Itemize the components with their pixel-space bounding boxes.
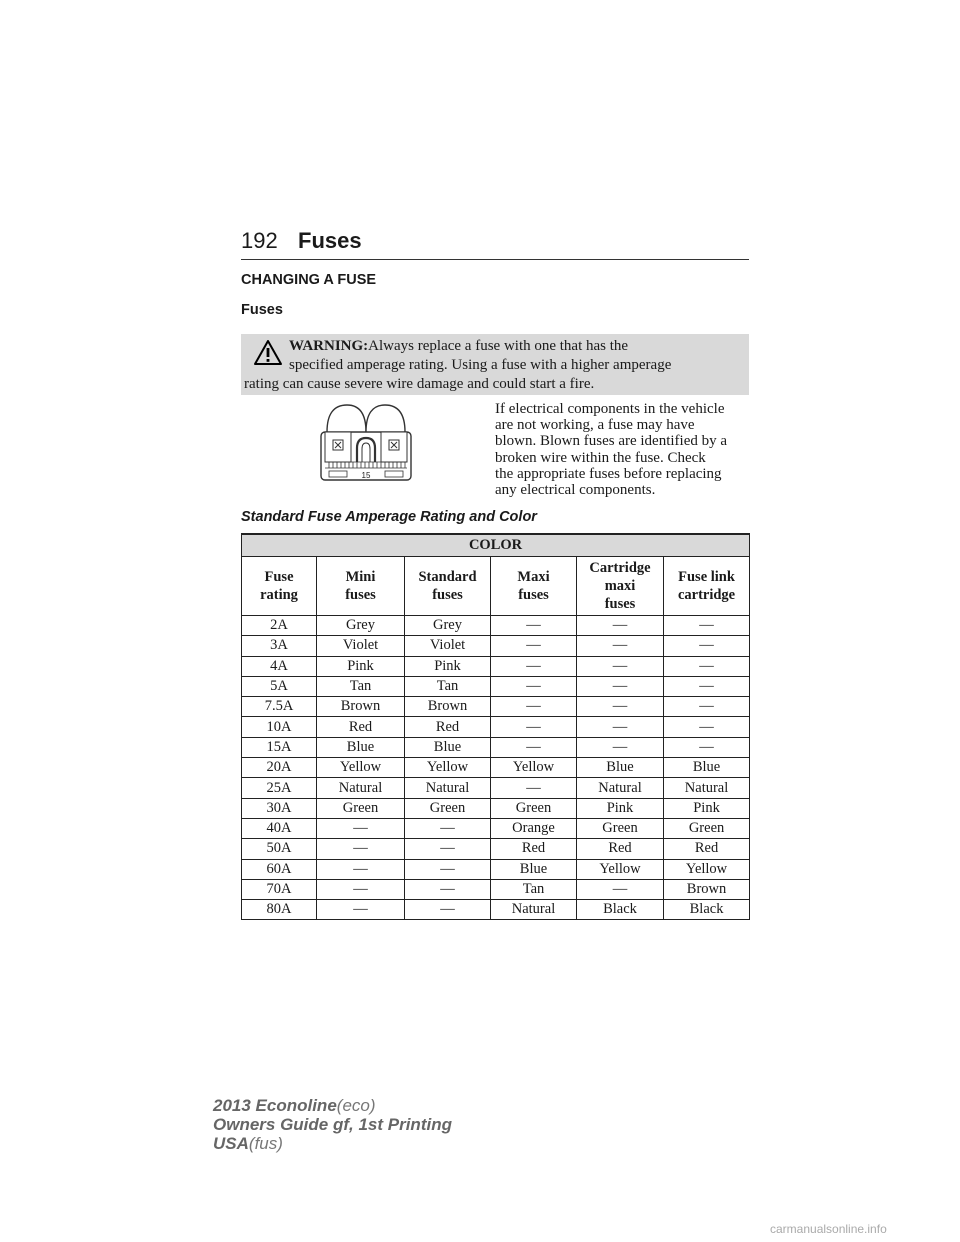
- footer-line-3: USA(fus): [213, 1134, 283, 1153]
- table-cell: 50A: [242, 839, 317, 859]
- table-cell: —: [664, 717, 750, 737]
- table-cell: —: [317, 839, 405, 859]
- table-cell: —: [405, 839, 491, 859]
- footer-line-2: Owners Guide gf, 1st Printing: [213, 1115, 452, 1134]
- table-cell: —: [491, 717, 577, 737]
- heading-changing-a-fuse: CHANGING A FUSE: [241, 272, 377, 288]
- table-cell: —: [405, 879, 491, 899]
- column-header: Cartridge maxi fuses: [577, 557, 664, 616]
- column-header: Fuse rating: [242, 557, 317, 616]
- table-row: [242, 697, 750, 717]
- table-cell: Brown: [405, 697, 491, 717]
- description-line: broken wire within the fuse. Check: [495, 449, 706, 466]
- document-footer: [213, 1096, 452, 1153]
- table-row: [242, 879, 750, 899]
- table-cell: 3A: [242, 636, 317, 656]
- table-title: Standard Fuse Amperage Rating and Color: [241, 509, 537, 525]
- table-row: [242, 676, 750, 696]
- table-cell: Red: [577, 839, 664, 859]
- table-cell: —: [577, 737, 664, 757]
- table-cell: 25A: [242, 778, 317, 798]
- table-cell: Grey: [317, 616, 405, 636]
- table-cell: —: [577, 616, 664, 636]
- table-cell: Violet: [317, 636, 405, 656]
- table-cell: Green: [405, 798, 491, 818]
- table-cell: —: [491, 778, 577, 798]
- table-cell: —: [491, 616, 577, 636]
- table-cell: —: [317, 879, 405, 899]
- table-cell: 7.5A: [242, 697, 317, 717]
- table-cell: —: [664, 697, 750, 717]
- table-header-row: [242, 557, 750, 616]
- table-cell: 80A: [242, 900, 317, 920]
- table-cell: Orange: [491, 818, 577, 838]
- subheading-fuses: Fuses: [241, 302, 283, 318]
- table-cell: Natural: [317, 778, 405, 798]
- table-cell: Violet: [405, 636, 491, 656]
- table-cell: 5A: [242, 676, 317, 696]
- section-title: Fuses: [298, 228, 362, 253]
- table-cell: Pink: [405, 656, 491, 676]
- table-cell: Natural: [664, 778, 750, 798]
- table-cell: 40A: [242, 818, 317, 838]
- table-row: [242, 717, 750, 737]
- table-row: [242, 798, 750, 818]
- table-cell: Yellow: [491, 758, 577, 778]
- column-header: Maxi fuses: [491, 557, 577, 616]
- footer-line-1: 2013 Econoline(eco): [213, 1096, 376, 1115]
- table-cell: Tan: [405, 676, 491, 696]
- table-cell: Yellow: [405, 758, 491, 778]
- table-cell: 60A: [242, 859, 317, 879]
- description-line: the appropriate fuses before replacing: [495, 465, 722, 482]
- table-row: [242, 859, 750, 879]
- table-cell: Black: [577, 900, 664, 920]
- table-cell: —: [664, 616, 750, 636]
- table-cell: Blue: [577, 758, 664, 778]
- table-cell: 2A: [242, 616, 317, 636]
- table-cell: Red: [405, 717, 491, 737]
- warning-box: [241, 334, 749, 395]
- fuse-rating-label: 15: [361, 471, 371, 480]
- table-cell: Natural: [577, 778, 664, 798]
- table-cell: Blue: [317, 737, 405, 757]
- table-cell: 15A: [242, 737, 317, 757]
- column-header: Standard fuses: [405, 557, 491, 616]
- table-row: [242, 839, 750, 859]
- table-cell: Natural: [405, 778, 491, 798]
- table-cell: Yellow: [664, 859, 750, 879]
- table-row: [242, 616, 750, 636]
- table-row: [242, 818, 750, 838]
- table-cell: Tan: [317, 676, 405, 696]
- table-caption: COLOR: [242, 534, 750, 557]
- table-cell: —: [577, 636, 664, 656]
- table-cell: 4A: [242, 656, 317, 676]
- table-cell: Pink: [577, 798, 664, 818]
- table-cell: —: [577, 656, 664, 676]
- table-cell: Red: [491, 839, 577, 859]
- table-cell: 30A: [242, 798, 317, 818]
- table-cell: —: [491, 697, 577, 717]
- table-cell: —: [317, 900, 405, 920]
- header-divider: [241, 259, 749, 260]
- table-cell: —: [664, 636, 750, 656]
- blade-fuse-illustration: [319, 402, 413, 484]
- table-cell: Red: [317, 717, 405, 737]
- warning-triangle-icon: [253, 339, 283, 367]
- table-cell: Tan: [491, 879, 577, 899]
- table-cell: Black: [664, 900, 750, 920]
- fuse-color-table: [241, 533, 750, 920]
- table-cell: —: [664, 656, 750, 676]
- table-cell: 20A: [242, 758, 317, 778]
- table-cell: Blue: [405, 737, 491, 757]
- warning-line-2: specified amperage rating. Using a fuse with a higher amperage: [289, 357, 672, 373]
- warning-label: WARNING:: [289, 338, 369, 354]
- table-body: [242, 616, 750, 920]
- table-cell: —: [577, 676, 664, 696]
- table-cell: Blue: [664, 758, 750, 778]
- table-cell: Green: [317, 798, 405, 818]
- table-cell: —: [491, 636, 577, 656]
- column-header: Fuse link cartridge: [664, 557, 750, 616]
- table-cell: Yellow: [577, 859, 664, 879]
- table-cell: Yellow: [317, 758, 405, 778]
- description-line: any electrical components.: [495, 482, 656, 499]
- table-cell: Pink: [664, 798, 750, 818]
- table-cell: —: [664, 676, 750, 696]
- table-cell: Brown: [664, 879, 750, 899]
- fuse-description: [495, 401, 751, 498]
- table-row: [242, 636, 750, 656]
- description-line: blown. Blown fuses are identified by a: [495, 433, 728, 450]
- table-cell: —: [317, 859, 405, 879]
- table-cell: Grey: [405, 616, 491, 636]
- table-cell: —: [491, 676, 577, 696]
- table-cell: Green: [664, 818, 750, 838]
- table-cell: —: [577, 717, 664, 737]
- table-cell: Natural: [491, 900, 577, 920]
- table-cell: Blue: [491, 859, 577, 879]
- table-cell: —: [577, 879, 664, 899]
- description-line: If electrical components in the vehicle: [495, 401, 725, 417]
- table-cell: 70A: [242, 879, 317, 899]
- table-row: [242, 778, 750, 798]
- table-row: [242, 656, 750, 676]
- warning-text-1: Always replace a fuse with one that has the: [368, 338, 629, 354]
- table-row: [242, 737, 750, 757]
- table-cell: —: [491, 656, 577, 676]
- column-header: Mini fuses: [317, 557, 405, 616]
- page-header: [241, 228, 749, 262]
- table-row: [242, 900, 750, 920]
- table-cell: —: [405, 900, 491, 920]
- table-cell: Green: [577, 818, 664, 838]
- table-cell: —: [405, 818, 491, 838]
- table-cell: Red: [664, 839, 750, 859]
- watermark: carmanualsonline.info: [770, 1222, 887, 1236]
- table-row: [242, 758, 750, 778]
- table-cell: Pink: [317, 656, 405, 676]
- warning-line-3: rating can cause severe wire damage and could start a fire.: [244, 376, 595, 392]
- table-cell: 10A: [242, 717, 317, 737]
- table-cell: —: [405, 859, 491, 879]
- page-number: 192: [241, 228, 278, 253]
- table-cell: —: [317, 818, 405, 838]
- warning-line-1: [289, 338, 628, 355]
- table-cell: Brown: [317, 697, 405, 717]
- table-cell: —: [664, 737, 750, 757]
- table-cell: Green: [491, 798, 577, 818]
- table-cell: —: [577, 697, 664, 717]
- table-cell: —: [491, 737, 577, 757]
- description-line: are not working, a fuse may have: [495, 417, 695, 434]
